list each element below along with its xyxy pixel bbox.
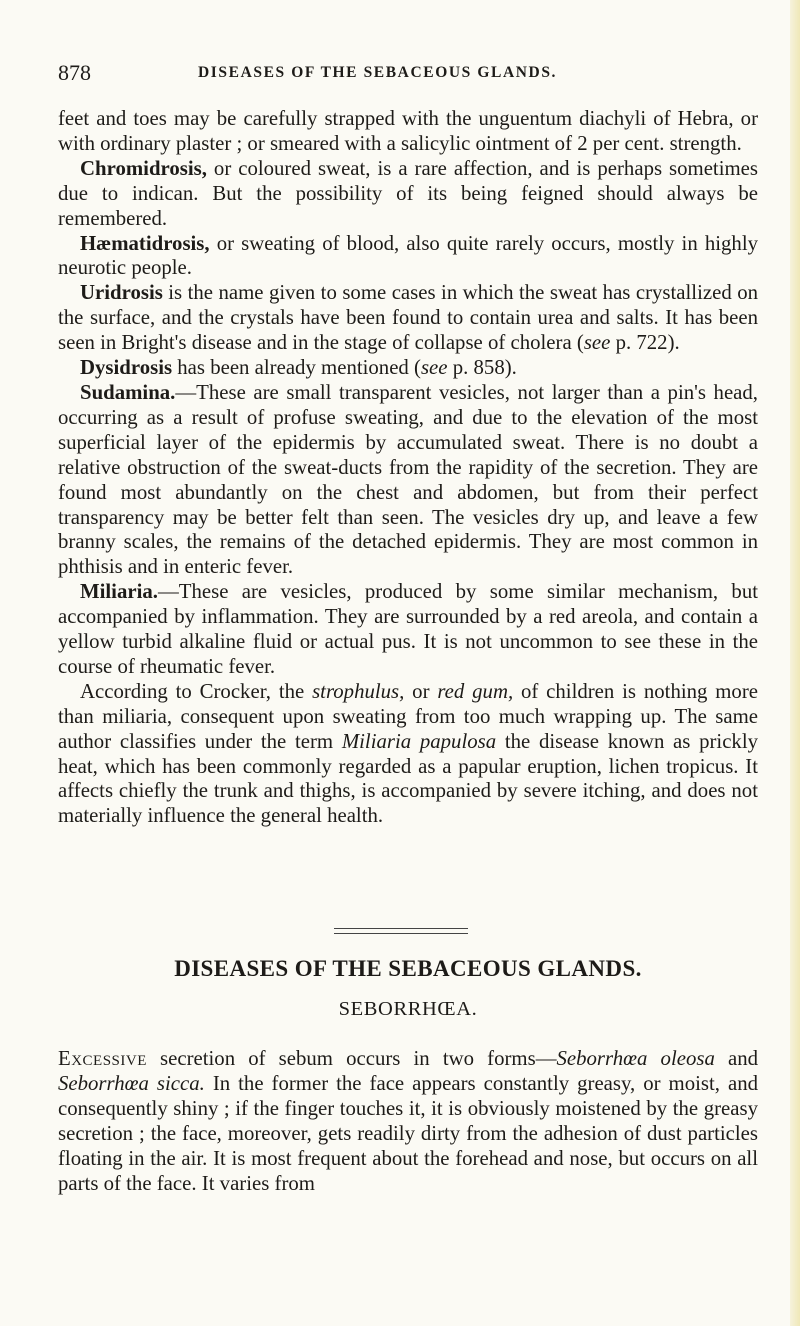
page-edge xyxy=(790,0,800,1326)
term-chromidrosis: Chromidrosis, xyxy=(80,156,207,180)
paragraph-chromidrosis: Chromidrosis, or coloured sweat, is a rare affection, and is perhaps sometimes due to indican. But the possibility of its being feigned should always be remembered. xyxy=(58,156,758,230)
term-haematidrosis: Hæmatidrosis, xyxy=(80,231,210,255)
paragraph-seborrhoea: Excessive secretion of sebum occurs in two forms—Seborrhœa oleosa and Seborrhœa sicca. In the former the face appears constantly greasy, or moist, and consequently shiny ; if the finger touches it, it is obviously moistened by the greasy secretion ; the face, moreover, gets readily dirty from the adhesion of dust particles floating in the air. It is most frequent about the forehead and nose, but occurs on all parts of the face. It varies from xyxy=(58,1047,759,1195)
paragraph-sudamina: Sudamina.—These are small transparent vesicles, not larger than a pin's head, occurring as a result of profuse sweating, and due to the elevation of the most superficial layer of the epidermis by accumulated sweat. There is no doubt a relative obstruction of the sweat-ducts from the rapidity of the secretion. They are found most abundantly on the chest and abdomen, but from their perfect transparency may be better felt than seen. The vesicles dry up, and leave a few branny scales, the remains of the detached epidermis. They are most common in phthisis and in enteric fever. xyxy=(58,380,758,579)
term-miliaria: Miliaria. xyxy=(80,580,158,604)
paragraph-crocker: According to Crocker, the strophulus, or red gum, of children is nothing more than miliaria, consequent upon sweating from too much wrapping up. The same author classifies under the term Miliaria papulosa the disease known as prickly heat, which has been commonly regarded as a papular eruption, lichen tropicus. It affects chiefly the trunk and thighs, is accompanied by severe itching, and does not materially influence the general health. xyxy=(58,679,758,828)
term-uridrosis: Uridrosis xyxy=(80,281,163,305)
term-dysidrosis: Dysidrosis xyxy=(80,356,173,380)
section-title: DISEASES OF THE SEBACEOUS GLANDS. xyxy=(174,956,642,981)
paragraph-haematidrosis: Hæmatidrosis, or sweating of blood, also quite rarely occurs, mostly in highly neurotic people. xyxy=(58,231,758,280)
paragraph-miliaria: Miliaria.—These are vesicles, produced by some similar mechanism, but accompanied by inflammation. They are surrounded by a red areola, and contain a yellow turbid alkaline fluid or actual pus. It is not uncommon to see these in the course of rheumatic fever. xyxy=(58,580,758,678)
body-text-upper xyxy=(58,107,758,829)
lead-word: Excessive xyxy=(58,1047,147,1070)
section-divider-rule xyxy=(334,933,468,934)
page-header xyxy=(58,60,758,86)
section-divider-rule xyxy=(334,928,468,929)
running-head: DISEASES OF THE SEBACEOUS GLANDS. xyxy=(198,64,558,81)
term-sudamina: Sudamina. xyxy=(80,380,176,404)
paragraph-uridrosis: Uridrosis is the name given to some cases in which the sweat has crystallized on the surface, and the crystals have been found to contain urea and salts. It has been seen in Bright's disease and in the stage of collapse of cholera (see p. 722). xyxy=(58,281,758,355)
body-text-lower xyxy=(58,1047,758,1196)
page-number: 878 xyxy=(58,60,91,85)
paragraph-continuation: feet and toes may be carefully strapped with the unguentum diachyli of Hebra, or with ordinary plaster ; or smeared with a salicylic ointment of 2 per cent. strength. xyxy=(58,107,758,155)
paragraph-dysidrosis: Dysidrosis has been already mentioned (see p. 858). xyxy=(80,356,517,380)
subsection-title: SEBORRHŒA. xyxy=(338,998,478,1020)
